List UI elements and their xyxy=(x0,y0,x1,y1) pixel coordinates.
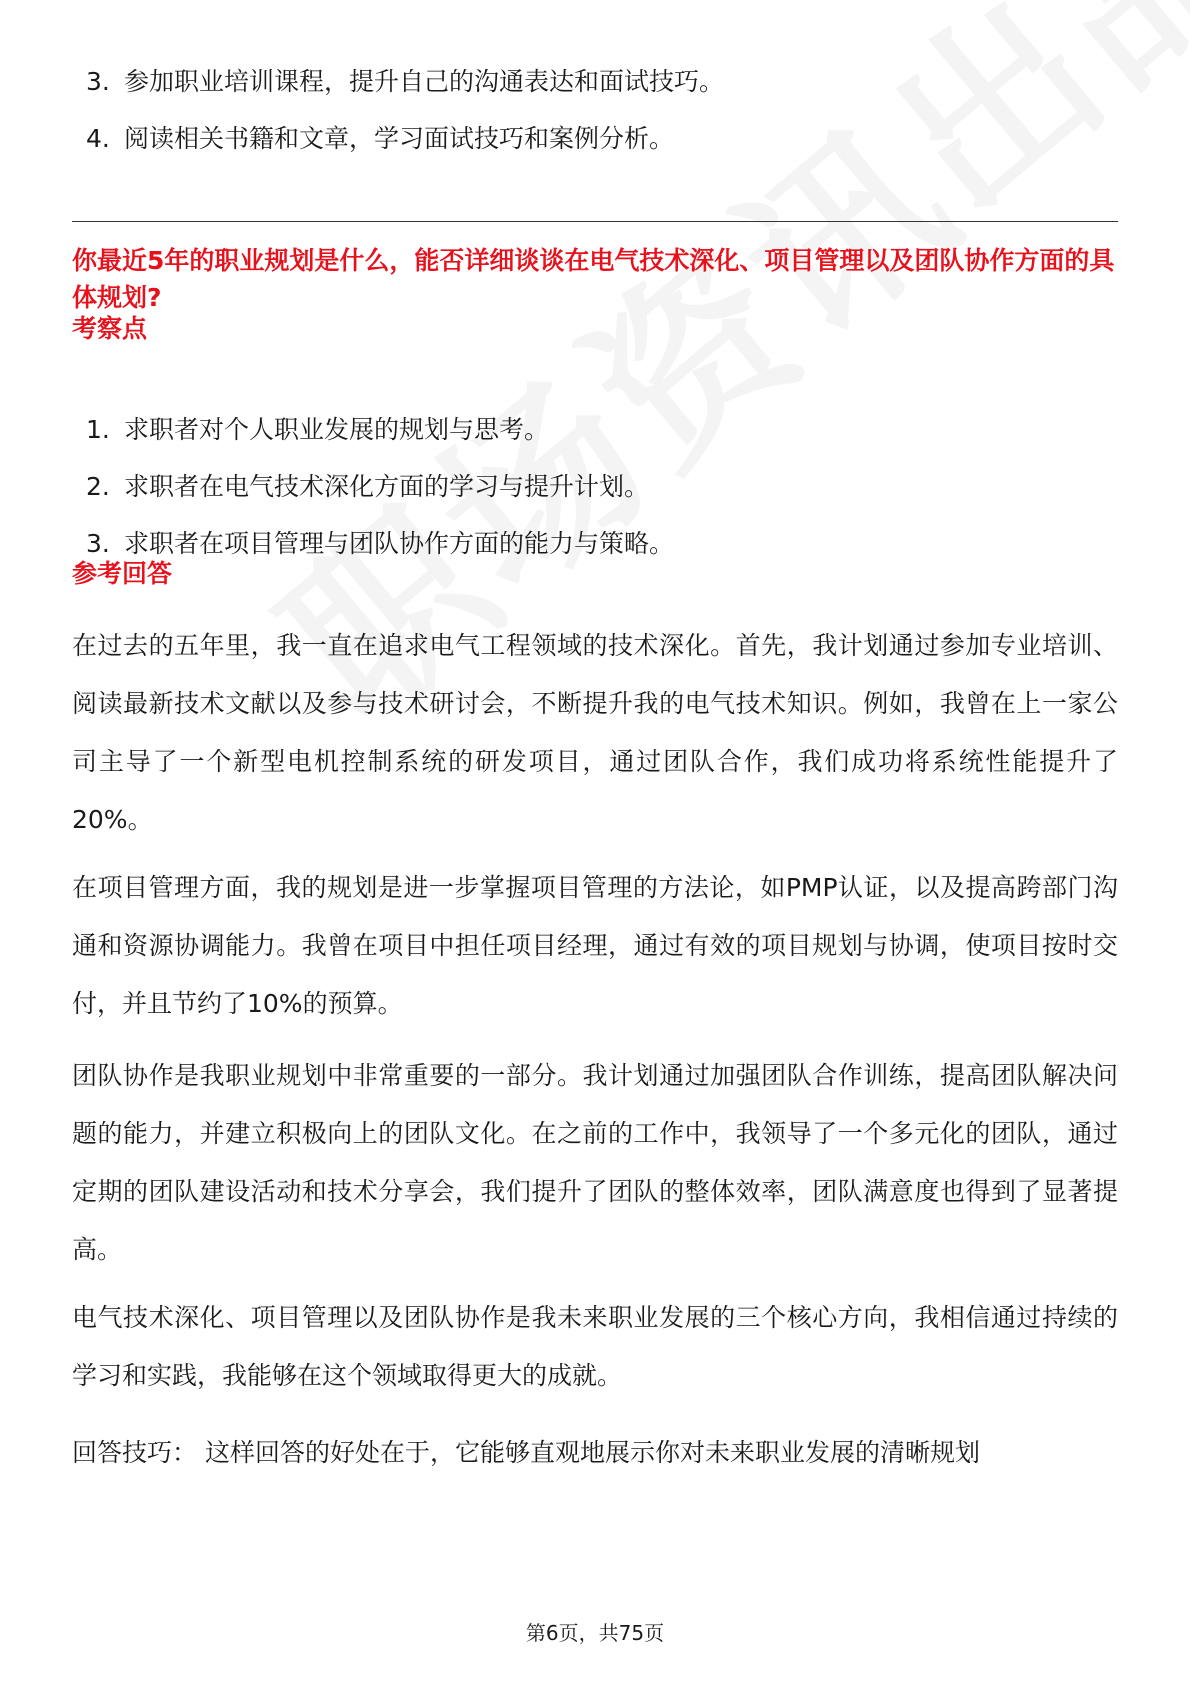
interview-question: 你最近5年的职业规划是什么，能否详细谈谈在电气技术深化、项目管理以及团队协作方面的具体规划? xyxy=(72,246,1115,312)
list-item-number: 3. xyxy=(86,67,110,96)
list-item xyxy=(72,412,674,469)
list-item xyxy=(72,64,724,121)
list-item-number: 4. xyxy=(86,124,110,153)
list-item-text: 求职者在电气技术深化方面的学习与提升计划。 xyxy=(124,472,650,501)
answer-tip-paragraph: 回答技巧： 这样回答的好处在于，它能够直观地展示你对未来职业发展的清晰规划 xyxy=(72,1438,980,1467)
points-heading: 考察点 xyxy=(72,314,148,343)
list-item-text: 参加职业培训课程，提升自己的沟通表达和面试技巧。 xyxy=(124,67,725,96)
list-item-number: 3. xyxy=(86,529,110,558)
list-item-number: 1. xyxy=(86,415,110,444)
list-item xyxy=(72,469,674,526)
section-divider xyxy=(72,221,1118,222)
page-number: 第6页，共75页 xyxy=(525,1621,665,1645)
list-item-text: 阅读相关书籍和文章，学习面试技巧和案例分析。 xyxy=(124,124,675,153)
document-page xyxy=(72,0,1118,1684)
answer-heading: 参考回答 xyxy=(72,559,173,588)
answer-paragraph: 在项目管理方面，我的规划是进一步掌握项目管理的方法论，如PMP认证，以及提高跨部门沟通和资源协调能力。我曾在项目中担任项目经理，通过有效的项目规划与协调，使项目按时交付，并且节约了10%的预算。 xyxy=(72,873,1118,1018)
list-item-text: 求职者对个人职业发展的规划与思考。 xyxy=(124,415,550,444)
answer-paragraph: 在过去的五年里，我一直在追求电气工程领域的技术深化。首先，我计划通过参加专业培训、阅读最新技术文献以及参与技术研讨会，不断提升我的电气技术知识。例如，我曾在上一家公司主导了一个新型电机控制系统的研发项目，通过团队合作，我们成功将系统性能提升了20%。 xyxy=(72,631,1118,834)
list-item xyxy=(72,121,724,178)
previous-tips-list xyxy=(72,64,724,178)
list-item-text: 求职者在项目管理与团队协作方面的能力与策略。 xyxy=(124,529,675,558)
answer-paragraph: 团队协作是我职业规划中非常重要的一部分。我计划通过加强团队合作训练，提高团队解决问题的能力，并建立积极向上的团队文化。在之前的工作中，我领导了一个多元化的团队，通过定期的团队建设活动和技术分享会，我们提升了团队的整体效率，团队满意度也得到了显著提高。 xyxy=(72,1061,1118,1264)
list-item-number: 2. xyxy=(86,472,110,501)
answer-paragraph: 电气技术深化、项目管理以及团队协作是我未来职业发展的三个核心方向，我相信通过持续的学习和实践，我能够在这个领域取得更大的成就。 xyxy=(72,1303,1118,1390)
